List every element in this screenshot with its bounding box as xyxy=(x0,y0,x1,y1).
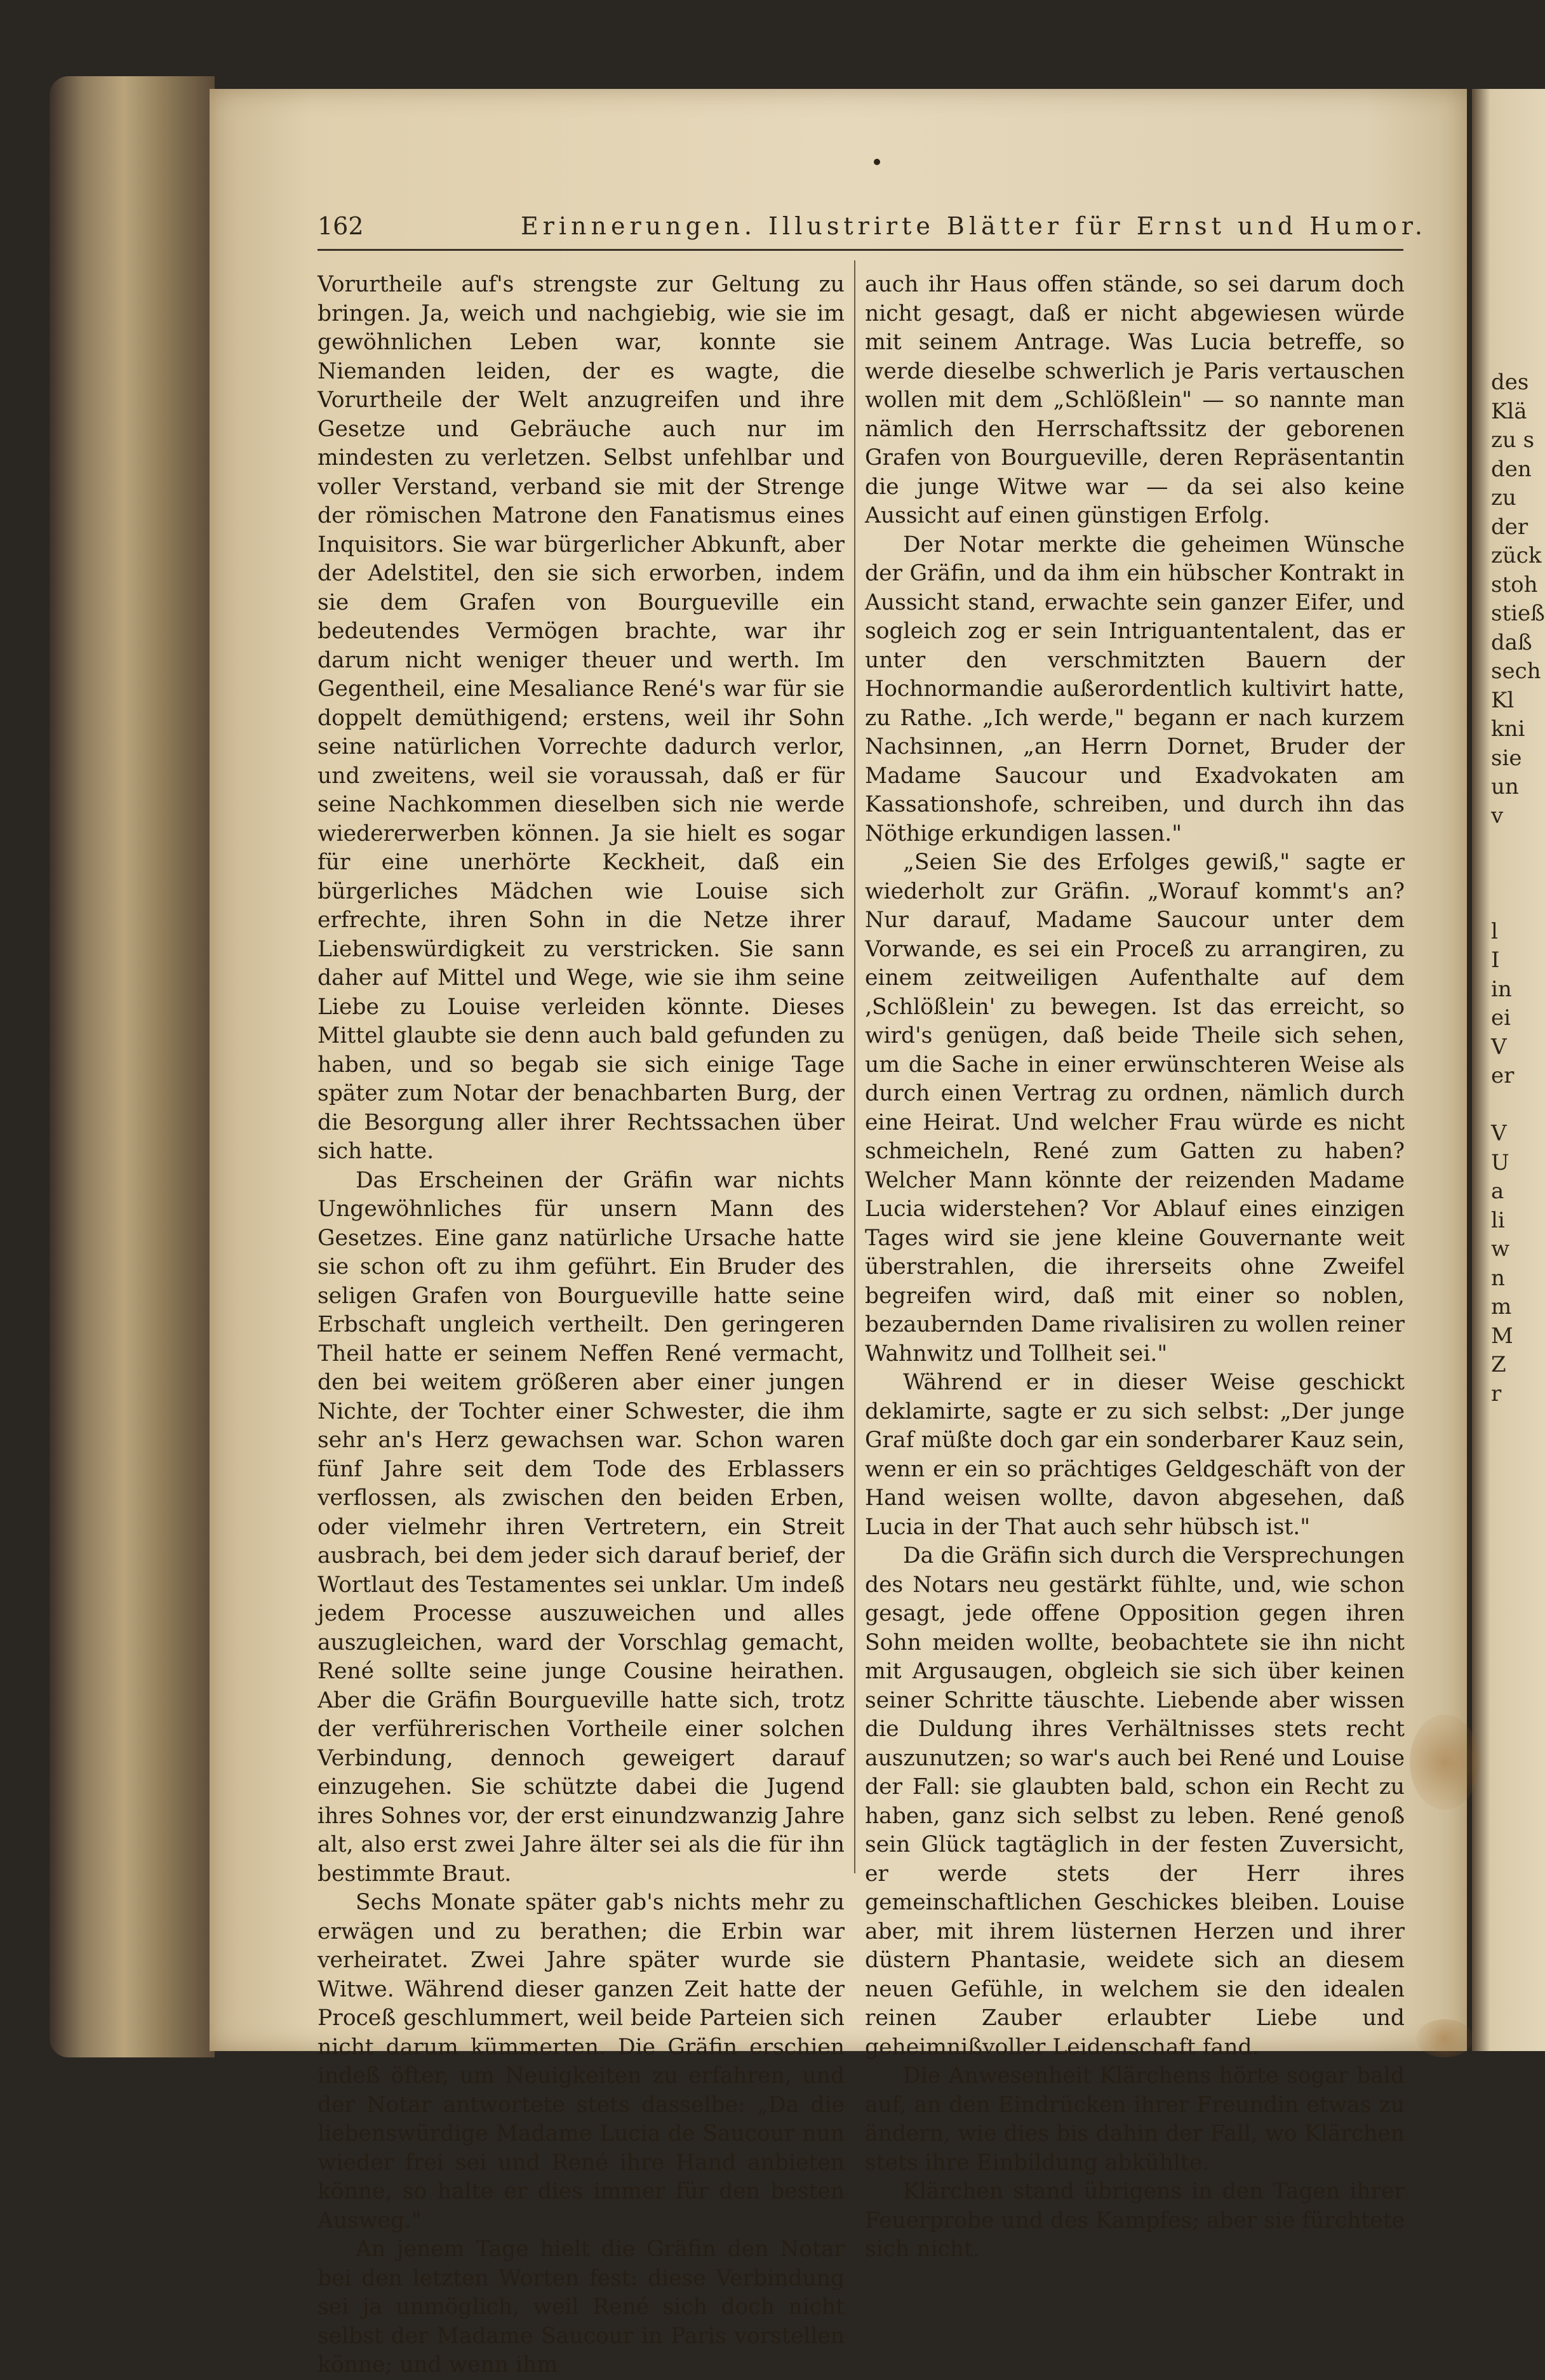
paragraph: An jenem Tage hielt die Gräfin den Notar bei den letzten Worten fest: diese Verbindung sei ja unmöglich, weil René sich doch nicht selbst der Madame Saucour in Paris vorstellen könne; und wenn ihm xyxy=(318,2236,845,2377)
right-column xyxy=(865,271,1405,2264)
paragraph: Während er in dieser Weise geschickt deklamirte, sagte er zu sich selbst: „Der junge Graf müßte doch gar ein sonderbarer Kauz sein, wenn er ein so prächtiges Geldgeschäft von der Hand weisen wollte, davon abgesehen, daß Lucia in der That auch sehr hübsch ist." xyxy=(865,1370,1405,1540)
column-divider xyxy=(854,260,855,1873)
page-header xyxy=(318,210,1427,248)
paper-stain xyxy=(1410,1715,1480,1810)
running-title: Erinnerungen. Illustrirte Blätter für Ernst und Humor. xyxy=(521,212,1427,240)
paragraph: Sechs Monate später gab's nichts mehr zu erwägen und zu berathen; die Erbin war verheiratet. Zwei Jahre später wurde sie Witwe. Während dieser ganzen Zeit hatte der Proceß geschlummert, weil beide Parteien sich nicht darum kümmerten. Die Gräfin erschien indeß öfter, um Neuigkeiten zu erfahren, und der Notar antwortete stets dasselbe: „Da die liebenswürdige Madame Lucia de Saucour nun wieder frei sei und René ihre Hand anbieten könne, so halte er dies immer für den besten Ausweg." xyxy=(318,1890,845,2233)
paragraph: Das Erscheinen der Gräfin war nichts Ungewöhnliches für unsern Mann des Gesetzes. Eine ganz natürliche Ursache hatte sie schon oft zu ihm geführt. Ein Bruder des seligen Grafen von Bourgueville hatte seine Erbschaft ungleich vertheilt. Den geringeren Theil hatte er seinem Neffen René vermacht, den bei weitem größeren aber einer jungen Nichte, der Tochter einer Schwester, die ihm sehr an's Herz gewachsen war. Schon waren fünf Jahre seit dem Tode des Erblassers verflossen, als zwischen den beiden Erben, oder vielmehr ihren Vertretern, ein Streit ausbrach, bei dem jeder sich darauf berief, der Wortlaut des Testamentes sei unklar. Um indeß jedem Processe auszuweichen und alles auszugleichen, ward der Vorschlag gemacht, René sollte seine junge Cousine heirathen. Aber die Gräfin Bourgueville hatte sich, trotz der verführerischen Vortheile einer solchen Verbindung, dennoch geweigert darauf einzugehen. Sie schützte dabei die Jugend ihres Sohnes vor, der erst einundzwanzig Jahre alt, also erst zwei Jahre älter sei als die für ihn bestimmte Braut. xyxy=(318,1167,845,1887)
paragraph: Vorurtheile auf's strengste zur Geltung zu bringen. Ja, weich und nachgiebig, wie sie im gewöhnlichen Leben war, konnte sie Niemanden leiden, der es wagte, die Vorurtheile der Welt anzugreifen und ihre Gesetze und Gebräuche auch nur im mindesten zu verletzen. Selbst unfehlbar und voller Verstand, verband sie mit der Strenge der römischen Matrone den Fanatismus eines Inquisitors. Sie war bürgerlicher Abkunft, aber der Adelstitel, den sie sich erworben, indem sie dem Grafen von Bourgueville ein bedeutendes Vermögen brachte, war ihr darum nicht weniger theuer und werth. Im Gegentheil, eine Mesaliance René's war für sie doppelt demüthigend; erstens, weil ihr Sohn seine natürlichen Vorrechte dadurch verlor, und zweitens, weil sie voraussah, daß er für seine Nachkommen dieselben sich nie werde wiedererwerben können. Ja sie hielt es sogar für eine unerhörte Keckheit, daß ein bürgerliches Mädchen wie Louise sich erfrechte, ihren Sohn in die Netze ihrer Liebenswürdigkeit zu verstricken. Sie sann daher auf Mittel und Wege, wie sie ihm seine Liebe zu Louise verleiden könnte. Dieses Mittel glaubte sie denn auch bald gefunden zu haben, und so begab sie sich einige Tage später zum Notar der benachbarten Burg, der die Besorgung aller ihrer Rechtssachen über sich hatte. xyxy=(318,272,845,1164)
next-page-text-fragment: des Klä zu s den zu der zück stoh stieß daß sech Kl kni sie un v l I in ei V er V U a li w n m M Z r xyxy=(1491,370,1545,1407)
paragraph: „Seien Sie des Erfolges gewiß," sagte er wiederholt zur Gräfin. „Worauf kommt's an? Nur darauf, Madame Saucour unter dem Vorwande, es sei ein Proceß zu arrangiren, zu einem zeitweiligen Aufenthalte auf dem ‚Schlößlein' zu bewegen. Ist das erreicht, so wird's genügen, daß beide Theile sich sehen, um die Sache in einer erwünschteren Weise als durch einen Vertrag zu ordnen, nämlich durch eine Heirat. Und welcher Frau würde es nicht schmeicheln, René zum Gatten zu haben? Welcher Mann könnte der reizenden Madame Lucia widerstehen? Vor Ablauf eines einzigen Tages wird sie jene kleine Gouvernante weit überstrahlen, die ihrerseits ohne Zweifel begreifen wird, daß mit einer so noblen, bezaubernden Dame rivalisiren zu wollen reiner Wahnwitz und Tollheit sei." xyxy=(865,850,1405,1367)
page-number: 162 xyxy=(318,212,364,240)
book-edge xyxy=(50,76,215,2057)
paper-stain xyxy=(1416,2019,1473,2057)
paragraph: Da die Gräfin sich durch die Versprechungen des Notars neu gestärkt fühlte, und, wie schon gesagt, jede offene Opposition gegen ihren Sohn meiden wollte, beobachtete sie ihn nicht mit Argusaugen, obgleich sie sich über keinen seiner Schritte täuschte. Liebende aber wissen die Duldung ihres Verhältnisses stets recht auszunutzen; so war's auch bei René und Louise der Fall: sie glaubten bald, schon ein Recht zu haben, ganz sich selbst zu leben. René genoß sein Glück tagtäglich in der festen Zuversicht, er werde stets der Herr ihres gemeinschaftlichen Geschickes bleiben. Louise aber, mit ihrem lüsternen Herzen und ihrer düstern Phantasie, weidete sich an diesem neuen Gefühle, in welchem sie den idealen reinen Zauber erlaubter Liebe und geheimnißvoller Leidenschaft fand. xyxy=(865,1543,1405,2060)
left-column xyxy=(318,271,845,2380)
paragraph: Klärchen stand übrigens in den Tagen ihrer Feuerprobe und des Kampfes; aber sie fürchtete sich nicht. xyxy=(865,2179,1405,2262)
header-rule xyxy=(318,249,1403,251)
next-page-edge xyxy=(1472,89,1545,2051)
paragraph: Der Notar merkte die geheimen Wünsche der Gräfin, und da ihm ein hübscher Kontrakt in Aussicht stand, erwachte sein ganzer Eifer, und sogleich zog er sein Intriguantentalent, das er unter den verschmitzten Bauern der Hochnormandie außerordentlich kultivirt hatte, zu Rathe. „Ich werde," begann er nach kurzem Nachsinnen, „an Herrn Dornet, Bruder der Madame Saucour und Exadvokaten am Kassationshofe, schreiben, und durch ihn das Nöthige erkundigen lassen." xyxy=(865,531,1405,846)
ink-speck xyxy=(874,159,880,165)
paragraph: Die Anwesenheit Klärchens hörte sogar bald auf, an den Eindrücken ihrer Freundin etwas zu ändern, wie dies bis dahin der Fall, wo Klärchen stets ihre Einbildung abkühlte. xyxy=(865,2063,1405,2176)
paragraph: auch ihr Haus offen stände, so sei darum doch nicht gesagt, daß er nicht abgewiesen würde mit seinem Antrage. Was Lucia betreffe, so werde dieselbe schwerlich je Paris vertauschen wollen mit dem „Schlößlein" — so nannte man nämlich den Herrschaftssitz der geborenen Grafen von Bourgueville, deren Repräsentantin die junge Witwe war — da sei also keine Aussicht auf einen günstigen Erfolg. xyxy=(865,272,1405,528)
